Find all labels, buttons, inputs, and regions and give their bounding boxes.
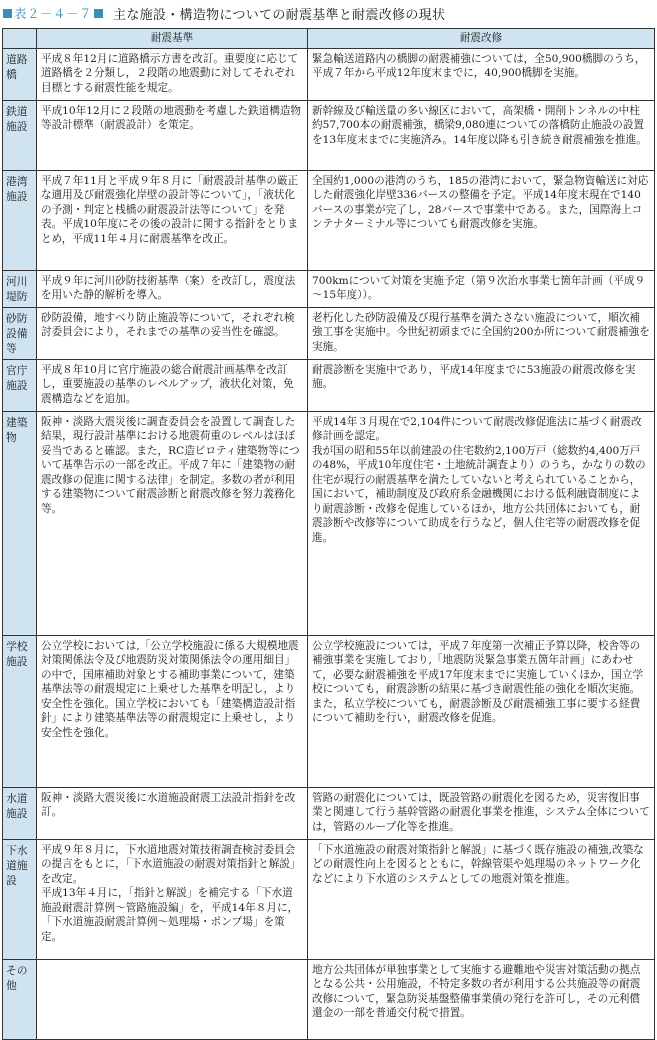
table-number: 表２－４－７ xyxy=(14,6,93,21)
row-retrofit: 管路の耐震化については，既設管路の耐震化を図るため，災害復旧事業と関連して行う基幹管路の耐震化事業を推進，システム全体については，管路のループ化等を推進。 xyxy=(308,787,655,839)
row-category: 学校施設 xyxy=(3,635,37,787)
table-row xyxy=(3,635,655,787)
table-row xyxy=(3,270,655,307)
table-row xyxy=(3,839,655,959)
row-retrofit: 耐震診断を実施中であり，平成14年度までに53施設の耐震改修を実施。 xyxy=(308,359,655,411)
row-category: 港湾施設 xyxy=(3,170,37,270)
row-category: その他 xyxy=(3,959,37,1039)
row-standard: 平成９年８月に，下水道地震対策技術調査検討委員会の提言をもとに，「下水道施設の耐震対策指針と解説」を改定。 平成13年４月に，「指針と解説」を補完する「下水道施設耐震計算例～管路施設編」を，平成14年８月に，「下水道施設耐震計算例～処理場・ポンプ場」を策定。 xyxy=(37,839,308,959)
row-category: 下水道施設 xyxy=(3,839,37,959)
table-title xyxy=(2,2,652,24)
row-category: 水道施設 xyxy=(3,787,37,839)
row-retrofit: 公立学校施設については，平成７年度第一次補正予算以降，校舎等の補強事業を実施しており,「地震防災緊急事業五箇年計画」にあわせて，必要な耐震補強を平成17年度末までに実施していくほか，国立学校についても，耐震診断の結果に基づき耐震性能の強化を順次実施。また，私立学校についても，耐震診断及び耐震補強工事に要する経費について補助を行い，耐震改修を促進。 xyxy=(308,635,655,787)
row-standard: 阪神・淡路大震災後に調査委員会を設置して調査した結果，現行設計基準における地震荷重のレベルはほぼ妥当であると確認。また，RC造ピロティ建築物等について基準告示の一部を改正。平成７年に「建築物の耐震改修の促進に関する法律」を制定。多数の者が利用する建築物について耐震診断と耐震改修を努力義務化等。 xyxy=(37,411,308,635)
row-retrofit: 緊急輸送道路内の橋脚の耐震補強については，全50,900橋脚のうち，平成７年から平成12年度末までに，40,900橋脚を実施。 xyxy=(308,48,655,100)
table-row xyxy=(3,307,655,359)
row-category: 鉄道施設 xyxy=(3,100,37,170)
table-row xyxy=(3,411,655,635)
header-standard: 耐震基準 xyxy=(37,29,308,49)
row-standard: 砂防設備，地すべり防止施設等について，それぞれ検討委員会により，それまでの基準の妥当性を確認。 xyxy=(37,307,308,359)
header-row xyxy=(3,29,655,49)
table-row xyxy=(3,959,655,1039)
row-standard: 公立学校においては,「公立学校施設に係る大規模地震対策関係法令及び地震防災対策関係法令の運用細目」の中で，国庫補助対象とする補助事業について，建築基準法等の耐震規定に上乗せした基準を明記し，より安全性を強化。国立学校においても「建築構造設計指針」により建築基準法等の耐震規定に上乗せし，より安全性を強化。 xyxy=(37,635,308,787)
row-retrofit: 700kmについて対策を実施予定（第９次治水事業七箇年計画（平成９～15年度））。 xyxy=(308,270,655,307)
row-standard: 平成９年に河川砂防技術基準（案）を改訂し，震度法を用いた静的解析を導入。 xyxy=(37,270,308,307)
table-row xyxy=(3,170,655,270)
table-body xyxy=(3,48,655,1039)
table-row xyxy=(3,359,655,411)
row-category: 建築物 xyxy=(3,411,37,635)
row-standard: 平成７年11月と平成９年８月に「耐震設計基準の厳正な適用及び耐震強化岸壁の設計等について」，「液状化の予測・判定と桟橋の耐震設計法等について」を発表。平成10年度にその後の設計に関する指針をとりまとめ，平成11年４月に耐震基準を改正。 xyxy=(37,170,308,270)
row-standard: 平成８年10月に官庁施設の総合耐震計画基準を改訂し，重要施設の基準のレベルアップ，液状化対策，免震構造などを追加。 xyxy=(37,359,308,411)
row-retrofit: 「下水道施設の耐震対策指針と解説」に基づく既存施設の補強,改築などの耐震性向上を図るとともに，幹線管渠や処理場のネットワーク化などにより下水道のシステムとしての地震対策を推進。 xyxy=(308,839,655,959)
row-standard: 平成10年12月に２段階の地震動を考慮した鉄道構造物等設計標準（耐震設計）を策定。 xyxy=(37,100,308,170)
row-category: 道路橋 xyxy=(3,48,37,100)
table-row xyxy=(3,48,655,100)
row-retrofit: 全国約1,000の港湾のうち，185の港湾において，緊急物資輸送に対応した耐震強化岸壁336バースの整備を予定。平成14年度末現在で140バースの事業が完了し，28バースで事業中である。また，国際海上コンテナターミナル等についても耐震改修を実施。 xyxy=(308,170,655,270)
row-category: 河川堤防 xyxy=(3,270,37,307)
header-retrofit: 耐震改修 xyxy=(308,29,655,49)
row-category: 砂防設備等 xyxy=(3,307,37,359)
row-retrofit: 平成14年３月現在で2,104件について耐震改修促進法に基づく耐震改修計画を認定。 我が国の昭和55年以前建設の住宅数約2,100万戸（総数約4,400万戸の48%，平成10年度住宅・土地統計調査より）のうち，かなりの数の住宅が現行の耐震基準を満たしていないと考えられていることから，国において，補助制度及び政府系金融機関における低利融資制度により耐震診断・改修を促進しているほか，地方公共団体においても，耐震診断や改修等について助成を行うなど，個人住宅等の耐震改修を促進。 xyxy=(308,411,655,635)
row-standard xyxy=(37,959,308,1039)
header-category xyxy=(3,29,37,49)
square-marker-icon xyxy=(3,9,12,18)
row-standard: 阪神・淡路大震災後に水道施設耐震工法設計指針を改訂。 xyxy=(37,787,308,839)
table-row xyxy=(3,100,655,170)
row-standard: 平成８年12月に道路橋示方書を改訂。重要度に応じて道路橋を２分類し，２段階の地震動に対してそれぞれ目標とする耐震性能を規定。 xyxy=(37,48,308,100)
row-retrofit: 新幹線及び輸送量の多い線区において，高架橋・開削トンネルの中柱約57,700本の耐震補強，橋梁9,080連についての落橋防止施設の設置を13年度末までに実施済み。14年度以降も引き続き耐震補強を推進。 xyxy=(308,100,655,170)
square-marker-icon xyxy=(94,9,103,18)
row-retrofit: 地方公共団体が単独事業として実施する避難地や災害対策活動の拠点となる公共・公用施設，不特定多数の者が利用する公共施設等の耐震改修について，緊急防災基盤整備事業債の発行を許可し，その元利償還金の一部を普通交付税で措置。 xyxy=(308,959,655,1039)
row-category: 官庁施設 xyxy=(3,359,37,411)
table-caption: 主な施設・構造物についての耐震基準と耐震改修の現状 xyxy=(113,7,446,23)
table-row xyxy=(3,787,655,839)
row-retrofit: 老朽化した砂防設備及び現行基準を満たさない施設について，順次補強工事を実施中。今世紀初頭までに全国約200か所について耐震補強を実施。 xyxy=(308,307,655,359)
seismic-standards-table xyxy=(2,28,655,1040)
